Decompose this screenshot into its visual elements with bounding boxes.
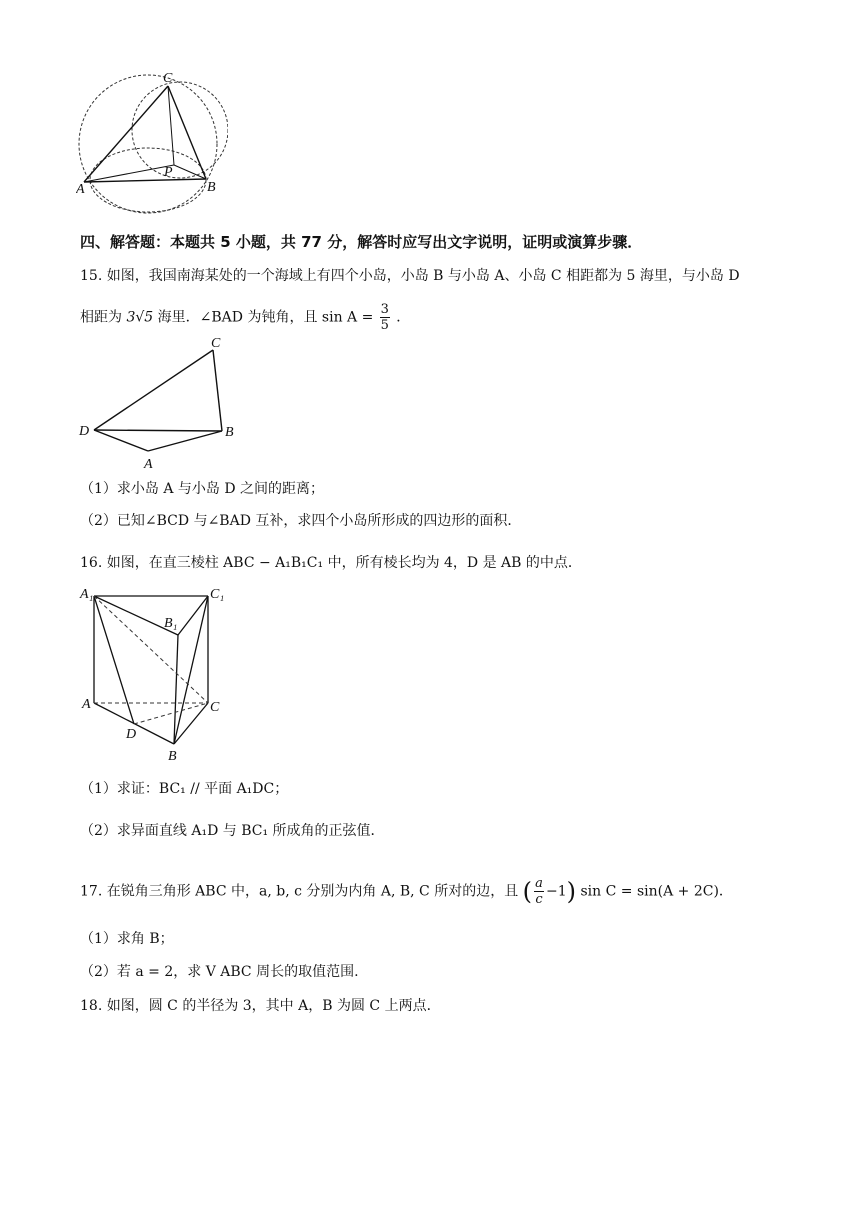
q15-line2-end: ． (396, 309, 411, 326)
q18-line1: 18. 如图，圆 C 的半径为 3，其中 A，B 为圆 C 上两点． (80, 998, 441, 1014)
q16-part1: （1）求证：BC₁ // 平面 A₁DC； (80, 781, 289, 797)
fig14-circle-triangle (76, 68, 228, 222)
fig14-label-c: C (163, 71, 173, 86)
fig14-label-a: A (76, 182, 85, 197)
fig14-label-b: B (207, 180, 216, 195)
q17-fraction (534, 876, 544, 907)
section-heading: 四、解答题：本题共 5 小题，共 77 分，解答时应写出文字说明，证明或演算步骤． (80, 233, 643, 251)
fig14-label-p: P (164, 165, 173, 180)
q15-part2: （2）已知∠BCD 与∠BAD 互补，求四个小岛所形成的四边形的面积． (80, 513, 522, 529)
q17-paren-close: ) (566, 877, 577, 906)
q17-frac-den: c (535, 892, 543, 907)
fig16-label-b1: B₁ (164, 616, 178, 631)
q15-frac-num: 3 (380, 302, 389, 317)
outer-circle (79, 75, 217, 213)
q17-line1 (80, 876, 733, 907)
q16-line1: 16. 如图，在直三棱柱 ABC − A₁B₁C₁ 中，所有棱长均为 4，D 是 AB 的中点． (80, 555, 582, 571)
q15-line2 (80, 302, 410, 333)
fig16-prism (76, 580, 236, 766)
fig16-label-a: A (82, 697, 91, 712)
q17-minus-one: −1 (546, 883, 567, 900)
q17-part2: （2）若 a = 2，求 V ABC 周长的取值范围. (80, 964, 359, 980)
q15-sin-fraction (380, 302, 390, 333)
fig15-label-c: C (211, 336, 221, 351)
q17-line1-pre: 17. 在锐角三角形 ABC 中，a, b, c 分别为内角 A, B, C 所对的边，且 (80, 883, 519, 900)
fig16-label-a1: A₁ (80, 587, 94, 602)
q17-part1: （1）求角 B； (80, 931, 174, 947)
fig15-label-d: D (79, 424, 90, 439)
q15-line2-pre: 相距为 (80, 309, 122, 326)
q15-frac-den: 5 (380, 318, 389, 333)
fig15-label-a: A (144, 457, 153, 472)
q15-line2-mid: 海里．∠BAD 为钝角，且 sin A = (157, 309, 374, 326)
inner-circle-right (132, 82, 228, 178)
fig16-label-d: D (126, 727, 137, 742)
q15-line1: 15. 如图，我国南海某处的一个海域上有四个小岛，小岛 B 与小岛 A、小岛 C 相距都为 5 海里，与小岛 D (80, 268, 740, 284)
fig16-label-c1: C₁ (210, 587, 225, 602)
q17-frac-num: a (535, 876, 543, 891)
q15-part1: （1）求小岛 A 与小岛 D 之间的距离； (80, 481, 325, 497)
fig16-label-c: C (210, 700, 220, 715)
q16-part2: （2）求异面直线 A₁D 与 BC₁ 所成角的正弦值． (80, 823, 385, 839)
q15-distance-value: 3√5 (126, 309, 154, 326)
q17-paren-open: ( (522, 877, 533, 906)
q17-line1-end: sin C = sin(A + 2C)． (580, 883, 733, 900)
fig15-quadrilateral (76, 334, 246, 474)
fig16-label-b: B (168, 749, 177, 764)
fig15-label-b: B (225, 425, 234, 440)
